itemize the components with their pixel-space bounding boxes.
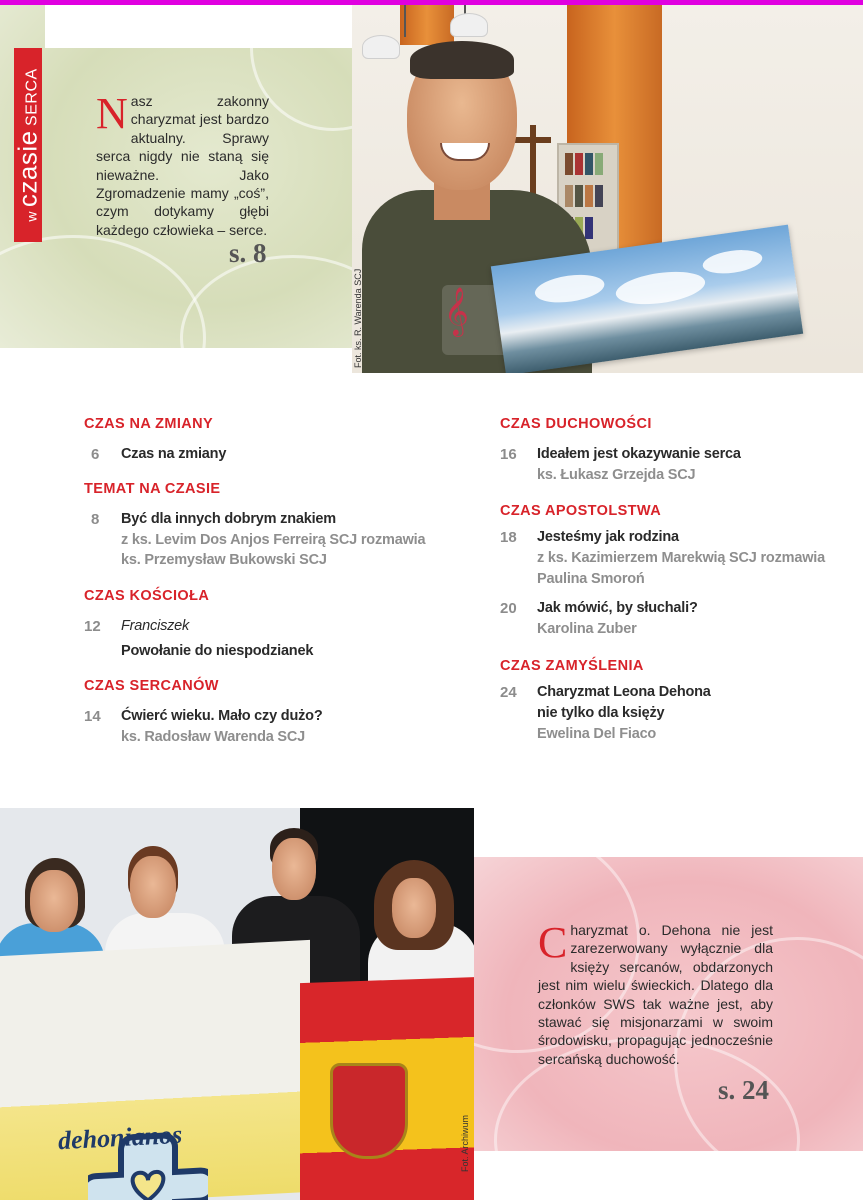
top-quote <box>96 89 269 239</box>
toc-author: ks. Łukasz Grzejda SCJ <box>537 467 696 483</box>
crucifix-icon <box>530 125 536 195</box>
toc-author: Ewelina Del Fiaco <box>537 726 657 742</box>
section-heading: TEMAT NA CZASIE <box>84 481 221 497</box>
toc-author: Paulina Smoroń <box>537 571 645 587</box>
toc-article-title-line2[interactable]: nie tylko dla księży <box>537 705 665 721</box>
header-band <box>45 5 352 48</box>
photo-credit-bottom: Fot. Archiwum <box>460 1114 470 1172</box>
page-reference[interactable]: s. 24 <box>718 1075 770 1105</box>
decorative-swirl <box>0 235 206 348</box>
toc-article-title[interactable]: Być dla innych dobrym znakiem <box>121 511 336 527</box>
section-heading: CZAS SERCANÓW <box>84 678 219 694</box>
dropcap: N <box>96 89 128 138</box>
toc-article-title[interactable]: Jesteśmy jak rodzina <box>537 529 679 545</box>
toc-page-number: 24 <box>500 684 517 701</box>
toc-article-title[interactable]: Ideałem jest okazywanie serca <box>537 446 741 462</box>
bottom-quote <box>538 918 773 1068</box>
brand-prefix: w <box>23 211 40 222</box>
toc-author: ks. Radosław Warenda SCJ <box>121 729 306 745</box>
coat-of-arms-icon <box>330 1063 408 1159</box>
section-heading: CZAS DUCHOWOŚCI <box>500 416 652 432</box>
toc-author: Karolina Zuber <box>537 621 637 637</box>
photo-credit-top: Fot. ks. R. Warenda SCJ <box>353 268 363 368</box>
toc-page-number: 8 <box>91 511 100 528</box>
section-heading: CZAS KOŚCIOŁA <box>84 588 210 604</box>
toc-page-number: 16 <box>500 446 517 463</box>
toc-page-number: 18 <box>500 529 517 546</box>
priest-photo <box>352 5 863 373</box>
quote-text: haryzmat o. Dehona nie jest zarezerwowany wyłącznie dla księży sercanów, obdarzonych jest nim wielu świeckich. Dlatego dla członków SWS tak ważne jest, aby stawać się misjonarzami w swoim środowisku, propagując jednocześnie sercańską duchowość. <box>538 922 773 1067</box>
toc-page-number: 12 <box>84 618 101 635</box>
treble-clef-icon: 𝄞 <box>444 287 469 334</box>
dropcap: C <box>538 918 568 967</box>
toc-article-title[interactable]: Czas na zmiany <box>121 446 227 462</box>
toc-article-title[interactable]: Ćwierć wieku. Mało czy dużo? <box>121 708 323 724</box>
toc-article-title[interactable]: Charyzmat Leona Dehona <box>537 684 711 700</box>
flag-text: dehonianos <box>57 1119 183 1156</box>
brand-main: czasie <box>12 130 43 208</box>
toc-author: ks. Przemysław Bukowski SCJ <box>121 552 327 568</box>
toc-author: z ks. Kazimierzem Marekwią SCJ rozmawia <box>537 550 825 566</box>
section-heading: CZAS ZAMYŚLENIA <box>500 658 644 674</box>
page-reference[interactable]: s. 8 <box>229 238 267 268</box>
brand-suffix: SERCA <box>23 68 41 126</box>
section-heading: CZAS NA ZMIANY <box>84 416 214 432</box>
toc-author: z ks. Levim Dos Anjos Ferreirą SCJ rozmawia <box>121 532 426 548</box>
dehonianos-flag <box>0 940 310 1200</box>
magazine-brand-text <box>13 68 44 221</box>
toc-page-number: 20 <box>500 600 517 617</box>
quote-text: asz zakonny charyzmat jest bardzo aktualny. Sprawy serca nigdy nie staną się nieważne. Jako Zgromadzenie mamy „coś”, czym dotykamy głębi każdego człowieka – serce. <box>96 93 269 238</box>
toc-article-title[interactable]: Jak mówić, by słuchali? <box>537 600 698 616</box>
toc-page-number: 6 <box>91 446 100 463</box>
section-heading: CZAS APOSTOLSTWA <box>500 503 662 519</box>
toc-page-number: 14 <box>84 708 101 725</box>
youth-flags-photo <box>0 808 474 1200</box>
toc-article-subtitle[interactable]: Powołanie do niespodzianek <box>121 643 314 659</box>
toc-article-title[interactable]: Franciszek <box>121 618 190 634</box>
